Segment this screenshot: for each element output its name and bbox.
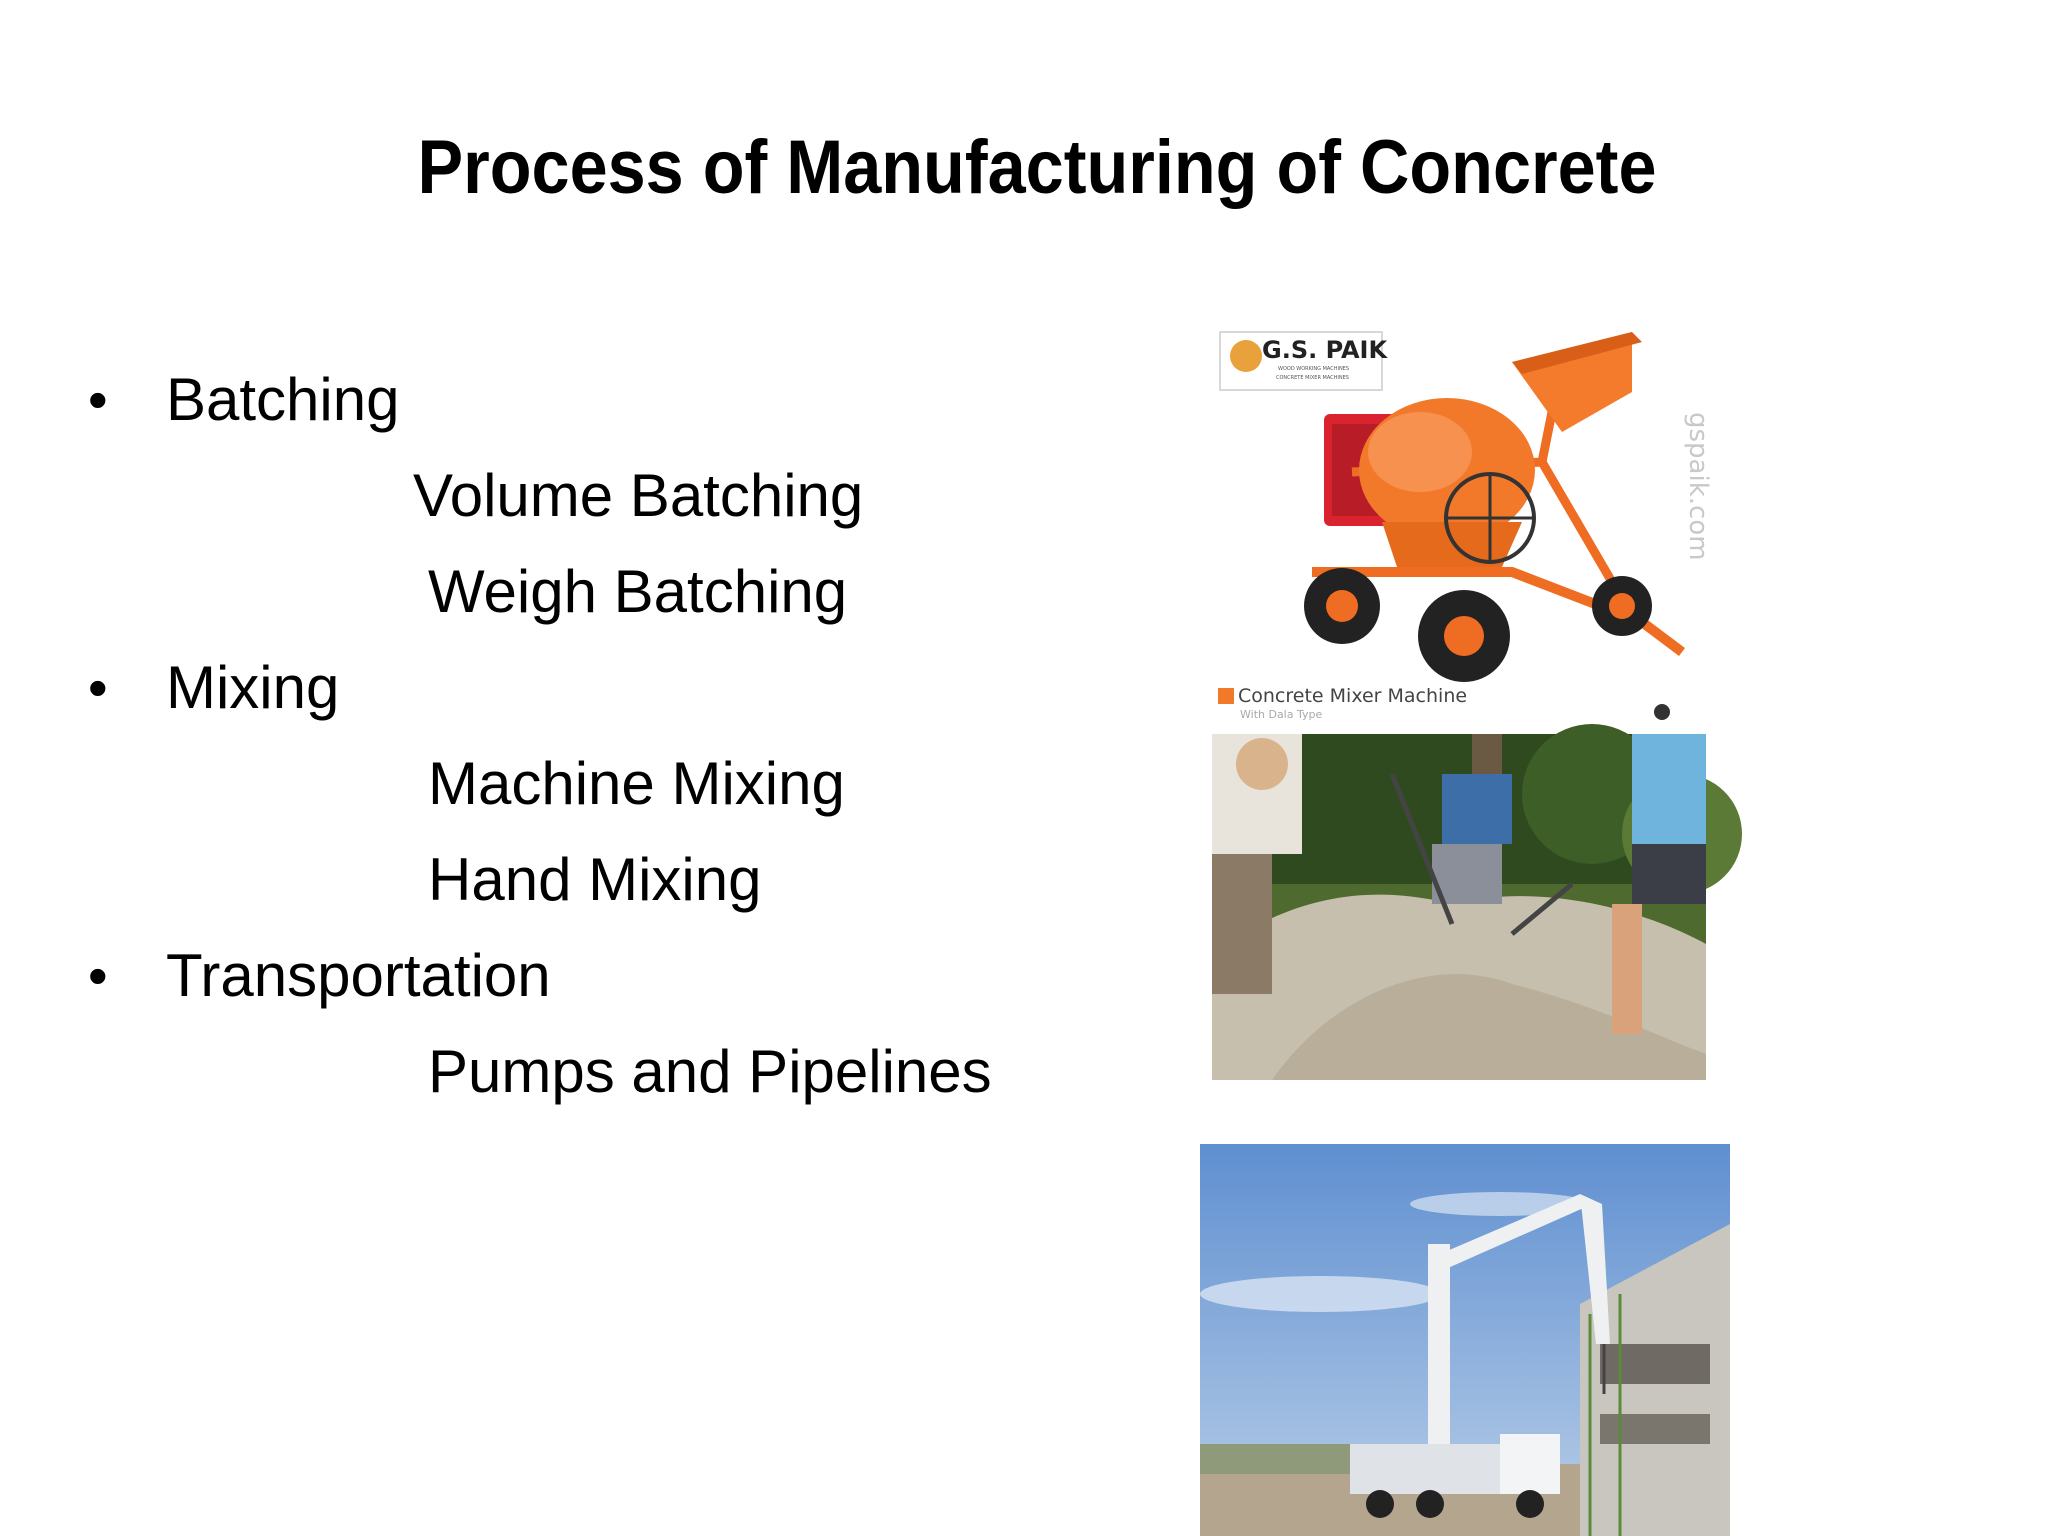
mixer-brand-tagline: WOOD WORKING MACHINES bbox=[1278, 366, 1350, 372]
slide-title: Process of Manufacturing of Concrete bbox=[417, 125, 1657, 210]
subitem-machine-mixing: Machine Mixing bbox=[428, 750, 845, 817]
mixer-brand: G.S. PAIK bbox=[1262, 336, 1388, 364]
concrete-pump-image bbox=[1200, 1144, 1730, 1536]
bullet-item-transportation: Transportation bbox=[166, 942, 551, 1009]
mixer-brand-tagline: CONCRETE MIXER MACHINES bbox=[1276, 375, 1349, 381]
hand-mixing-image bbox=[1212, 734, 1706, 1080]
bullet-item-mixing: Mixing bbox=[166, 654, 340, 721]
subitem-volume-batching: Volume Batching bbox=[413, 462, 864, 529]
mixer-watermark: gspaik.com bbox=[1683, 412, 1713, 561]
bullet-item-batching: Batching bbox=[166, 366, 400, 433]
mixer-caption-sub: With Dala Type bbox=[1240, 708, 1323, 721]
bullet-dot: • bbox=[88, 944, 108, 1007]
subitem-pumps-and-pipelines: Pumps and Pipelines bbox=[428, 1038, 992, 1105]
bullet-dot: • bbox=[88, 368, 108, 431]
mixer-caption: Concrete Mixer Machine bbox=[1238, 685, 1468, 707]
concrete-mixer-image bbox=[1212, 322, 1713, 726]
bullet-dot: • bbox=[88, 656, 108, 719]
subitem-hand-mixing: Hand Mixing bbox=[428, 846, 762, 913]
subitem-weigh-batching: Weigh Batching bbox=[428, 558, 848, 625]
